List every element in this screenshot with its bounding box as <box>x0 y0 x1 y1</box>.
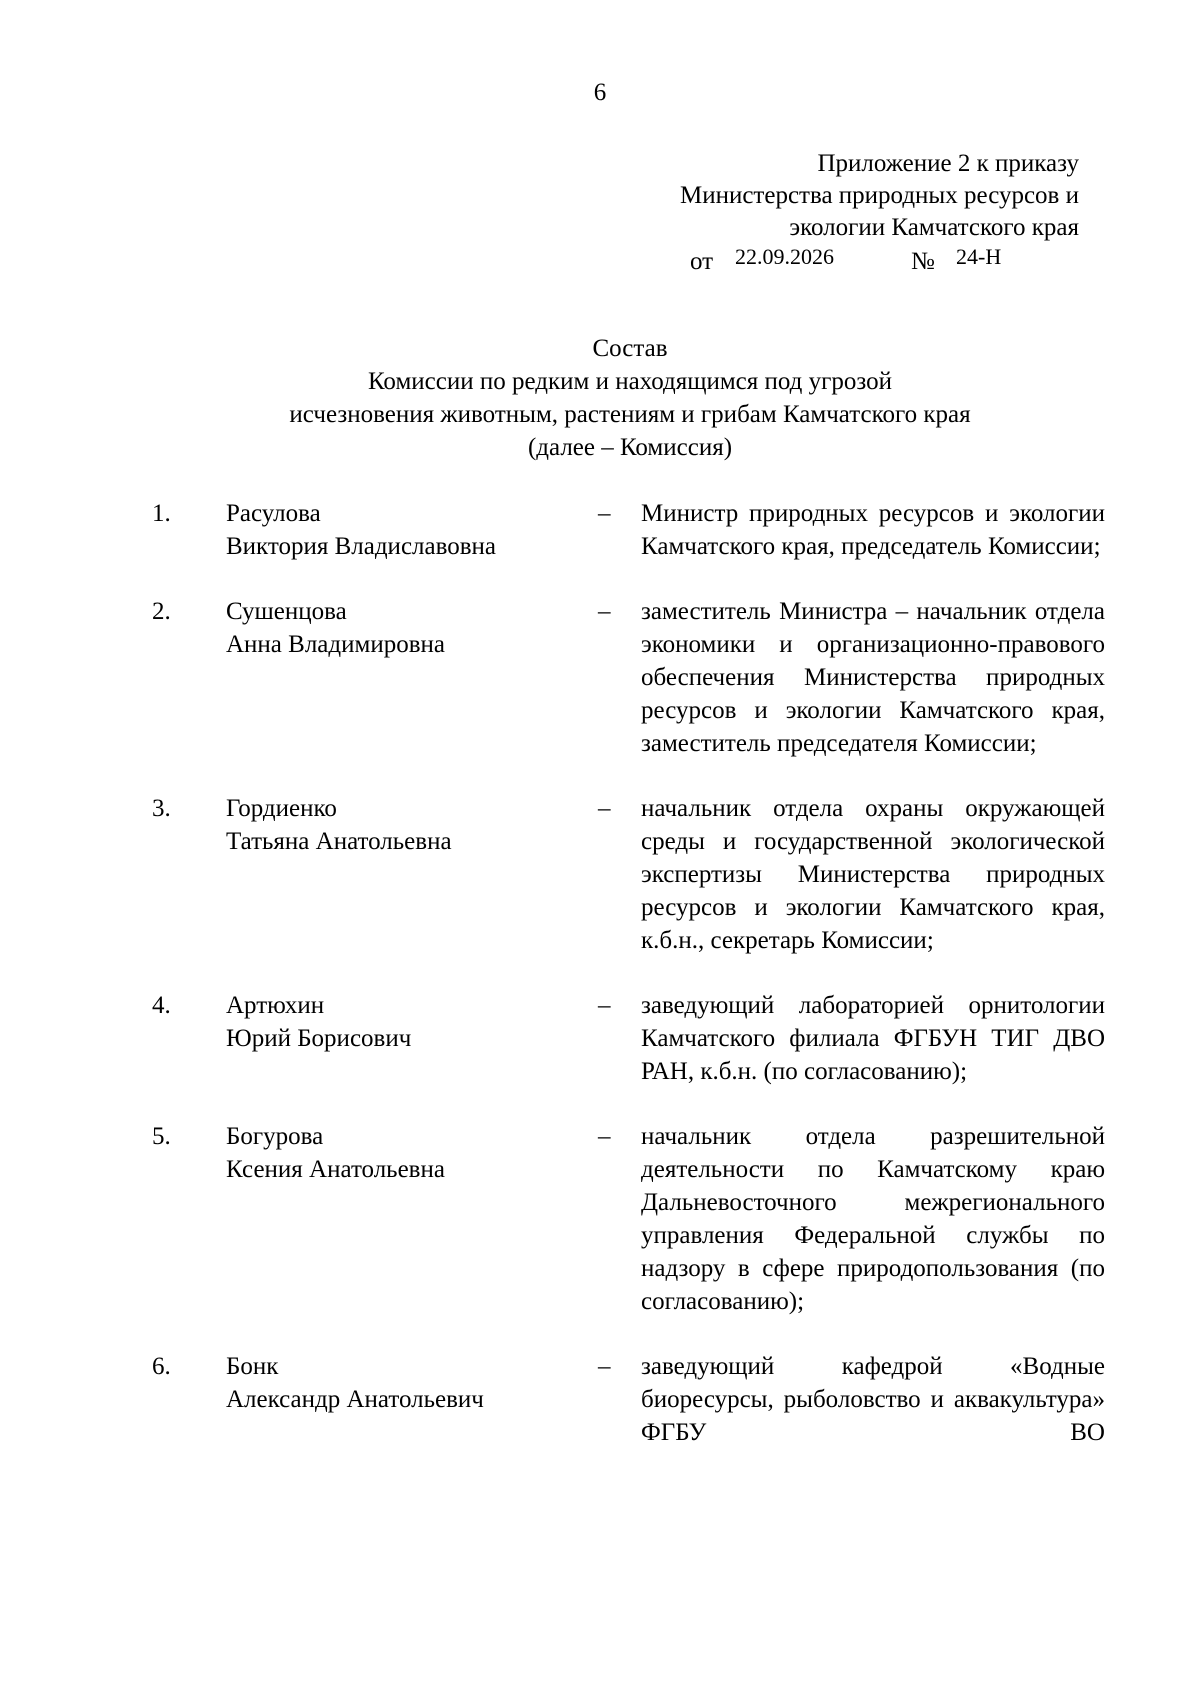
appendix-line-1: Приложение 2 к приказу <box>817 150 1079 177</box>
member-number: 2. <box>152 598 171 625</box>
member-entry <box>0 989 1200 1088</box>
order-number: 24-Н <box>956 244 1002 269</box>
appendix-header <box>680 148 1079 244</box>
member-given-names: Татьяна Анатольевна <box>226 828 452 855</box>
number-label: № <box>911 248 935 275</box>
title-line-1: Состав <box>592 335 668 362</box>
member-role: заведующий лабораторией орнитологии Камчатского филиала ФГБУН ТИГ ДВО РАН, к.б.н. (по согласованию); <box>641 992 1105 1085</box>
member-surname: Артюхин <box>226 992 325 1019</box>
member-name <box>226 595 566 661</box>
date-label: от <box>690 248 714 275</box>
document-title <box>0 332 1200 464</box>
member-surname: Богурова <box>226 1123 324 1150</box>
member-entry <box>0 792 1200 957</box>
member-entry <box>0 497 1200 563</box>
title-line-2: Комиссии по редким и находящимся под угрозой <box>368 368 892 395</box>
member-number: 6. <box>152 1353 171 1380</box>
member-number: 3. <box>152 795 171 822</box>
member-surname: Бонк <box>226 1353 279 1380</box>
member-surname: Гордиенко <box>226 795 337 822</box>
members-list <box>0 497 1200 1481</box>
member-role: Министр природных ресурсов и экологии Камчатского края, председатель Комиссии; <box>641 500 1105 560</box>
member-entry <box>0 1350 1200 1449</box>
member-entry <box>0 1120 1200 1318</box>
member-surname: Сушенцова <box>226 598 347 625</box>
member-name <box>226 989 566 1055</box>
member-name <box>226 1350 566 1416</box>
dash-separator: – <box>598 1123 611 1150</box>
dash-separator: – <box>598 992 611 1019</box>
member-name <box>226 792 566 858</box>
member-given-names: Александр Анатольевич <box>226 1386 484 1413</box>
dash-separator: – <box>598 1353 611 1380</box>
dash-separator: – <box>598 795 611 822</box>
page-number: 6 <box>593 79 607 106</box>
member-role: заведующий кафедрой «Водные биоресурсы, рыболовство и аквакультура» ФГБУ ВО <box>641 1353 1105 1446</box>
member-given-names: Ксения Анатольевна <box>226 1156 445 1183</box>
appendix-line-2: Министерства природных ресурсов и <box>679 182 1079 209</box>
member-given-names: Юрий Борисович <box>226 1025 412 1052</box>
member-number: 1. <box>152 500 171 527</box>
dash-separator: – <box>598 500 611 527</box>
member-role: начальник отдела разрешительной деятельности по Камчатскому краю Дальневосточного межрегионального управления Федеральной службы по надзору в сфере природопользования (по согласованию); <box>641 1123 1105 1315</box>
member-role: заместитель Министра – начальник отдела экономики и организационно-правового обеспечения Министерства природных ресурсов и экологии Камчатского края, заместитель председателя Комиссии; <box>641 598 1105 757</box>
member-given-names: Анна Владимировна <box>226 631 445 658</box>
member-name <box>226 497 566 563</box>
member-entry <box>0 595 1200 760</box>
title-line-3: исчезновения животным, растениям и грибам Камчатского края <box>289 401 971 428</box>
member-surname: Расулова <box>226 500 321 527</box>
appendix-line-3: экологии Камчатского края <box>789 214 1079 241</box>
member-role: начальник отдела охраны окружающей среды и государственной экологической экспертизы Министерства природных ресурсов и экологии Камчатского края, к.б.н., секретарь Комиссии; <box>641 795 1105 954</box>
dash-separator: – <box>598 598 611 625</box>
member-number: 4. <box>152 992 171 1019</box>
member-given-names: Виктория Владиславовна <box>226 533 497 560</box>
order-date: 22.09.2026 <box>735 244 834 269</box>
member-number: 5. <box>152 1123 171 1150</box>
title-line-4: (далее – Комиссия) <box>527 434 733 461</box>
member-name <box>226 1120 566 1186</box>
